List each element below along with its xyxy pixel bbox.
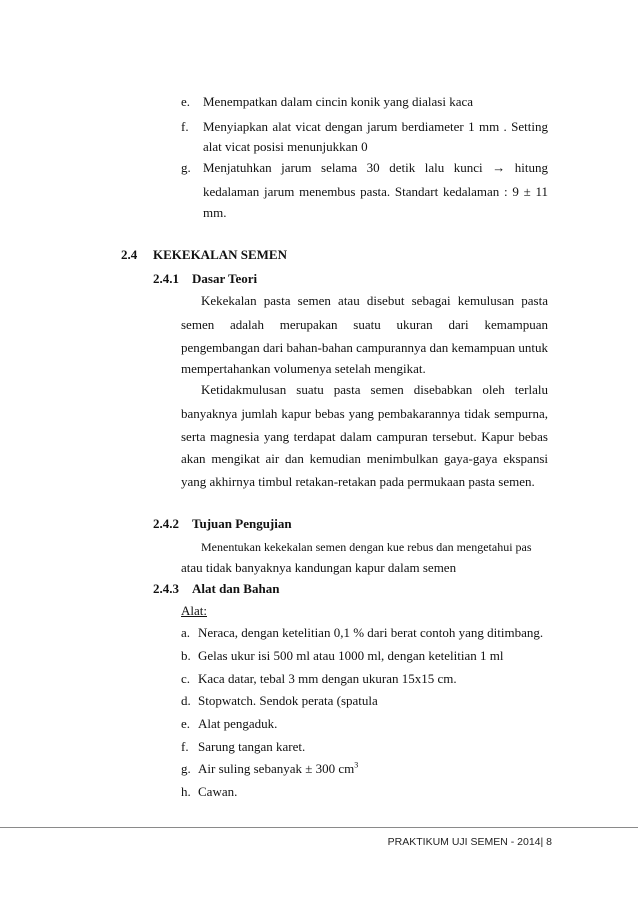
subsection-title: Dasar Teori: [192, 271, 258, 286]
list-item-text: Menempatkan dalam cincin konik yang dialasi kaca: [203, 94, 474, 109]
paragraph-line: yang akhirnya timbul retakan-retakan pada permukaan pasta semen.: [181, 474, 535, 489]
paragraph-line: pengembangan dari bahan-bahan campurannya dan kemampuan untuk: [181, 340, 548, 355]
paragraph-line: serta magnesia yang terdapat dalam campuran tersebut. Kapur bebas: [181, 429, 548, 444]
list-item-letter: g.: [181, 761, 191, 776]
list-item-letter: d.: [181, 693, 191, 708]
list-item-text: alat vicat posisi menunjukkan 0: [203, 139, 368, 154]
footer-divider: [0, 827, 638, 828]
list-item-text: Alat pengaduk.: [198, 716, 278, 731]
list-item-letter: c.: [181, 671, 191, 686]
paragraph-line: akan mengikat air dan kemudian menimbulkan gaya-gaya ekspansi: [181, 451, 548, 466]
list-item-text: Menyiapkan alat vicat dengan jarum berdiameter 1 mm . Setting: [203, 119, 548, 134]
list-item-letter: b.: [181, 648, 191, 663]
list-item-letter: f.: [181, 739, 189, 754]
list-item-letter: a.: [181, 625, 191, 640]
list-item-text: kedalaman jarum menembus pasta. Standart kedalaman : 9 ± 11: [203, 184, 548, 199]
page-footer: PRAKTIKUM UJI SEMEN - 2014| 8: [387, 836, 552, 848]
list-item-text-main: Air suling sebanyak ± 300 cm: [198, 761, 355, 776]
list-subtitle: Alat:: [181, 603, 207, 618]
list-item-letter: g.: [181, 160, 191, 175]
paragraph-line: semen adalah merupakan suatu ukuran dari kemampuan: [181, 317, 548, 332]
list-item-text: Gelas ukur isi 500 ml atau 1000 ml, dengan ketelitian 1 ml: [198, 648, 504, 663]
list-item-text: Menjatuhkan jarum selama 30 detik lalu kunci → hitung: [203, 160, 548, 175]
list-item-text: Stopwatch. Sendok perata (spatula: [198, 693, 378, 708]
list-item-letter: f.: [181, 119, 189, 134]
paragraph-line: banyaknya jumlah kapur bebas yang pembakarannya tidak sempurna,: [181, 406, 548, 421]
list-item-letter: e.: [181, 94, 191, 109]
list-item-letter: h.: [181, 784, 191, 799]
section-title: KEKEKALAN SEMEN: [153, 247, 287, 262]
subsection-number: 2.4.1: [153, 271, 179, 286]
list-item-text: Neraca, dengan ketelitian 0,1 % dari berat contoh yang ditimbang.: [198, 625, 544, 640]
list-item-letter: e.: [181, 716, 191, 731]
paragraph-line: Kekekalan pasta semen atau disebut sebagai kemulusan pasta: [201, 293, 548, 308]
list-item-text: Sarung tangan karet.: [198, 739, 306, 754]
subsection-title: Tujuan Pengujian: [192, 516, 292, 531]
paragraph-line: mempertahankan volumenya setelah mengikat.: [181, 361, 426, 376]
paragraph-line: Ketidakmulusan suatu pasta semen disebabkan oleh terlalu: [201, 382, 548, 397]
superscript: 3: [354, 760, 359, 770]
subsection-number: 2.4.3: [153, 581, 179, 596]
list-item-text: [198, 761, 358, 777]
list-item-text: Kaca datar, tebal 3 mm dengan ukuran 15x15 cm.: [198, 671, 457, 686]
section-number: 2.4: [121, 247, 138, 262]
subsection-title: Alat dan Bahan: [192, 581, 280, 596]
list-item-text: Cawan.: [198, 784, 238, 799]
paragraph-line: Menentukan kekekalan semen dengan kue rebus dan mengetahui pas: [201, 540, 532, 554]
list-item-text: mm.: [203, 205, 227, 220]
subsection-number: 2.4.2: [153, 516, 179, 531]
paragraph-line: atau tidak banyaknya kandungan kapur dalam semen: [181, 560, 457, 575]
